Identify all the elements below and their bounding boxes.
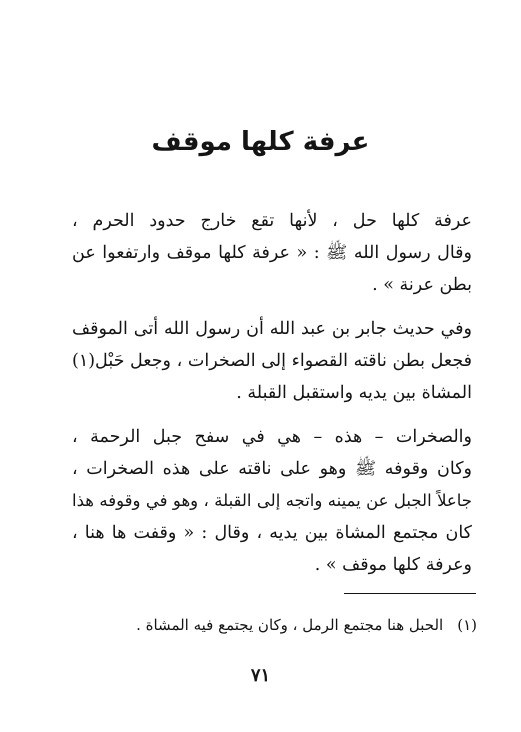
paragraph-3	[72, 421, 472, 581]
footnote	[136, 613, 477, 637]
text-line: بطن عرنة » .	[372, 275, 472, 295]
text-line: المشاة بين يديه واستقبل القبلة .	[236, 383, 472, 403]
text-line: كان مجتمع المشاة بين يديه ، وقال : « وقفت ها هنا ،	[72, 523, 472, 543]
paragraph-2	[72, 313, 472, 409]
text-line: وعرفة كلها موقف » .	[314, 555, 472, 575]
page-title: عرفة كلها موقف	[151, 127, 370, 157]
footnote-number: (١)	[457, 616, 477, 634]
paragraph-1	[72, 205, 472, 301]
footnote-divider	[344, 593, 476, 594]
text-line: وقال رسول الله ﷺ : « عرفة كلها موقف وارتفعوا عن	[72, 243, 472, 263]
page-number: ٧١	[250, 665, 271, 686]
text-line: والصخرات – هذه – هي في سفح جبل الرحمة ،	[72, 427, 472, 447]
text-line: فجعل بطن ناقته القصواء إلى الصخرات ، وجعل حَبْل(١)	[72, 351, 472, 371]
footnote-text: الحبل هنا مجتمع الرمل ، وكان يجتمع فيه المشاة .	[136, 616, 444, 634]
text-line: جاعلاً الجبل عن يمينه واتجه إلى القبلة ، وهو في وقوفه هذا	[72, 491, 472, 510]
body-text	[72, 205, 472, 593]
text-line: وكان وقوفه ﷺ وهو على ناقته على هذه الصخرات ،	[72, 459, 472, 479]
text-line: عرفة كلها حل ، لأنها تقع خارج حدود الحرم ،	[72, 211, 472, 231]
text-line: وفي حديث جابر بن عبد الله أن رسول الله أتى الموقف	[72, 319, 472, 339]
